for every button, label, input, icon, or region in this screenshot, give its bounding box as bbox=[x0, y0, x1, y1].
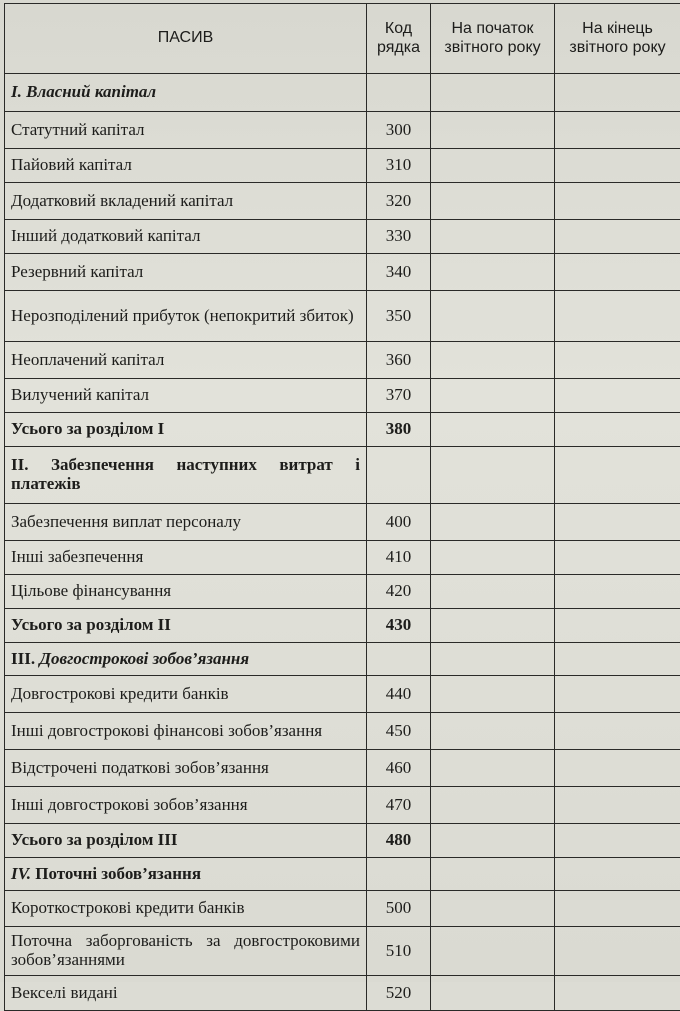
line-code-cell bbox=[367, 447, 431, 504]
balance-liabilities-table bbox=[4, 3, 680, 1011]
table-row bbox=[5, 976, 680, 1011]
end-of-year-cell bbox=[555, 504, 680, 541]
end-of-year-cell bbox=[555, 750, 680, 787]
beginning-of-year-cell bbox=[431, 643, 555, 676]
section-row bbox=[5, 858, 680, 891]
end-of-year-cell bbox=[555, 575, 680, 609]
table-body bbox=[5, 74, 680, 1011]
line-code-cell: 310 bbox=[367, 149, 431, 183]
row-label: Поточна заборгованість за довгостроковими зобов’язаннями bbox=[5, 927, 367, 976]
end-of-year-cell bbox=[555, 891, 680, 927]
end-of-year-cell bbox=[555, 413, 680, 447]
total-label: Усього за розділом ІІІ bbox=[5, 824, 367, 858]
total-label: Усього за розділом ІІ bbox=[5, 609, 367, 643]
beginning-of-year-cell bbox=[431, 575, 555, 609]
end-of-year-cell bbox=[555, 976, 680, 1011]
line-code-cell: 350 bbox=[367, 291, 431, 342]
end-of-year-cell bbox=[555, 713, 680, 750]
beginning-of-year-cell bbox=[431, 676, 555, 713]
beginning-of-year-cell bbox=[431, 976, 555, 1011]
beginning-of-year-cell bbox=[431, 254, 555, 291]
line-code-cell: 300 bbox=[367, 112, 431, 149]
table-row bbox=[5, 183, 680, 220]
row-label: Статутний капітал bbox=[5, 112, 367, 149]
end-of-year-cell bbox=[555, 541, 680, 575]
beginning-of-year-cell bbox=[431, 504, 555, 541]
header-line-code: Код рядка bbox=[367, 4, 431, 74]
total-row bbox=[5, 824, 680, 858]
end-of-year-cell bbox=[555, 824, 680, 858]
section-label: Поточні зобов’язання bbox=[35, 864, 201, 883]
line-code-cell bbox=[367, 643, 431, 676]
section-row bbox=[5, 447, 680, 504]
line-code-cell: 380 bbox=[367, 413, 431, 447]
beginning-of-year-cell bbox=[431, 149, 555, 183]
row-label: Забезпечення виплат персоналу bbox=[5, 504, 367, 541]
table-row bbox=[5, 541, 680, 575]
table-row bbox=[5, 927, 680, 976]
table-header-row bbox=[5, 4, 680, 74]
line-code-cell: 340 bbox=[367, 254, 431, 291]
end-of-year-cell bbox=[555, 676, 680, 713]
header-beginning-of-year: На початок звітного року bbox=[431, 4, 555, 74]
row-label: Інші довгострокові фінансові зобов’язання bbox=[5, 713, 367, 750]
table-row bbox=[5, 342, 680, 379]
beginning-of-year-cell bbox=[431, 413, 555, 447]
row-label: Інші довгострокові зобов’язання bbox=[5, 787, 367, 824]
table-row bbox=[5, 291, 680, 342]
line-code-cell: 370 bbox=[367, 379, 431, 413]
table-row bbox=[5, 379, 680, 413]
end-of-year-cell bbox=[555, 112, 680, 149]
row-label: Відстрочені податкові зобов’язання bbox=[5, 750, 367, 787]
table-row bbox=[5, 254, 680, 291]
beginning-of-year-cell bbox=[431, 379, 555, 413]
section-title bbox=[5, 447, 367, 504]
end-of-year-cell bbox=[555, 858, 680, 891]
line-code-cell: 440 bbox=[367, 676, 431, 713]
beginning-of-year-cell bbox=[431, 609, 555, 643]
line-code-cell: 360 bbox=[367, 342, 431, 379]
beginning-of-year-cell bbox=[431, 927, 555, 976]
row-label: Пайовий капітал bbox=[5, 149, 367, 183]
section-row bbox=[5, 643, 680, 676]
header-end-of-year: На кінець звітного року bbox=[555, 4, 680, 74]
line-code-cell: 480 bbox=[367, 824, 431, 858]
table-row bbox=[5, 112, 680, 149]
end-of-year-cell bbox=[555, 787, 680, 824]
beginning-of-year-cell bbox=[431, 858, 555, 891]
end-of-year-cell bbox=[555, 342, 680, 379]
section-label: Власний капітал bbox=[26, 82, 156, 101]
row-label: Вилучений капітал bbox=[5, 379, 367, 413]
beginning-of-year-cell bbox=[431, 291, 555, 342]
section-label: Довгострокові зобов’язання bbox=[39, 649, 249, 668]
end-of-year-cell bbox=[555, 643, 680, 676]
end-of-year-cell bbox=[555, 220, 680, 254]
table-row bbox=[5, 504, 680, 541]
beginning-of-year-cell bbox=[431, 824, 555, 858]
row-label: Додатковий вкладений капітал bbox=[5, 183, 367, 220]
beginning-of-year-cell bbox=[431, 112, 555, 149]
beginning-of-year-cell bbox=[431, 787, 555, 824]
table-row bbox=[5, 750, 680, 787]
end-of-year-cell bbox=[555, 149, 680, 183]
total-row bbox=[5, 413, 680, 447]
row-label: Нерозподілений прибуток (непокритий збиток) bbox=[5, 291, 367, 342]
beginning-of-year-cell bbox=[431, 183, 555, 220]
section-number: ІІІ. bbox=[11, 649, 35, 668]
end-of-year-cell bbox=[555, 74, 680, 112]
line-code-cell: 510 bbox=[367, 927, 431, 976]
section-title bbox=[5, 74, 367, 112]
line-code-cell: 430 bbox=[367, 609, 431, 643]
row-label: Цільове фінансування bbox=[5, 575, 367, 609]
table-row bbox=[5, 220, 680, 254]
end-of-year-cell bbox=[555, 927, 680, 976]
header-liabilities: ПАСИВ bbox=[5, 4, 367, 74]
line-code-cell: 450 bbox=[367, 713, 431, 750]
beginning-of-year-cell bbox=[431, 713, 555, 750]
line-code-cell: 410 bbox=[367, 541, 431, 575]
row-label: Довгострокові кредити банків bbox=[5, 676, 367, 713]
section-label: Забезпечення наступних витрат і платежів bbox=[11, 455, 360, 493]
line-code-cell: 320 bbox=[367, 183, 431, 220]
row-label: Інший додатковий капітал bbox=[5, 220, 367, 254]
line-code-cell: 420 bbox=[367, 575, 431, 609]
line-code-cell: 520 bbox=[367, 976, 431, 1011]
line-code-cell bbox=[367, 858, 431, 891]
row-label: Векселі видані bbox=[5, 976, 367, 1011]
table-row bbox=[5, 149, 680, 183]
section-number: ІІ. bbox=[11, 455, 28, 474]
line-code-cell: 330 bbox=[367, 220, 431, 254]
end-of-year-cell bbox=[555, 291, 680, 342]
table-row bbox=[5, 676, 680, 713]
end-of-year-cell bbox=[555, 447, 680, 504]
table-row bbox=[5, 713, 680, 750]
end-of-year-cell bbox=[555, 609, 680, 643]
beginning-of-year-cell bbox=[431, 447, 555, 504]
line-code-cell: 460 bbox=[367, 750, 431, 787]
beginning-of-year-cell bbox=[431, 750, 555, 787]
section-number: IV. bbox=[11, 864, 31, 883]
table-row bbox=[5, 891, 680, 927]
line-code-cell bbox=[367, 74, 431, 112]
section-number: І. bbox=[11, 82, 22, 101]
end-of-year-cell bbox=[555, 379, 680, 413]
end-of-year-cell bbox=[555, 183, 680, 220]
section-title bbox=[5, 643, 367, 676]
row-label: Неоплачений капітал bbox=[5, 342, 367, 379]
table-row bbox=[5, 787, 680, 824]
row-label: Короткострокові кредити банків bbox=[5, 891, 367, 927]
line-code-cell: 500 bbox=[367, 891, 431, 927]
section-row bbox=[5, 74, 680, 112]
total-label: Усього за розділом І bbox=[5, 413, 367, 447]
table-row bbox=[5, 575, 680, 609]
row-label: Інші забезпечення bbox=[5, 541, 367, 575]
beginning-of-year-cell bbox=[431, 74, 555, 112]
line-code-cell: 400 bbox=[367, 504, 431, 541]
end-of-year-cell bbox=[555, 254, 680, 291]
beginning-of-year-cell bbox=[431, 220, 555, 254]
beginning-of-year-cell bbox=[431, 342, 555, 379]
row-label: Резервний капітал bbox=[5, 254, 367, 291]
beginning-of-year-cell bbox=[431, 891, 555, 927]
beginning-of-year-cell bbox=[431, 541, 555, 575]
line-code-cell: 470 bbox=[367, 787, 431, 824]
total-row bbox=[5, 609, 680, 643]
section-title bbox=[5, 858, 367, 891]
